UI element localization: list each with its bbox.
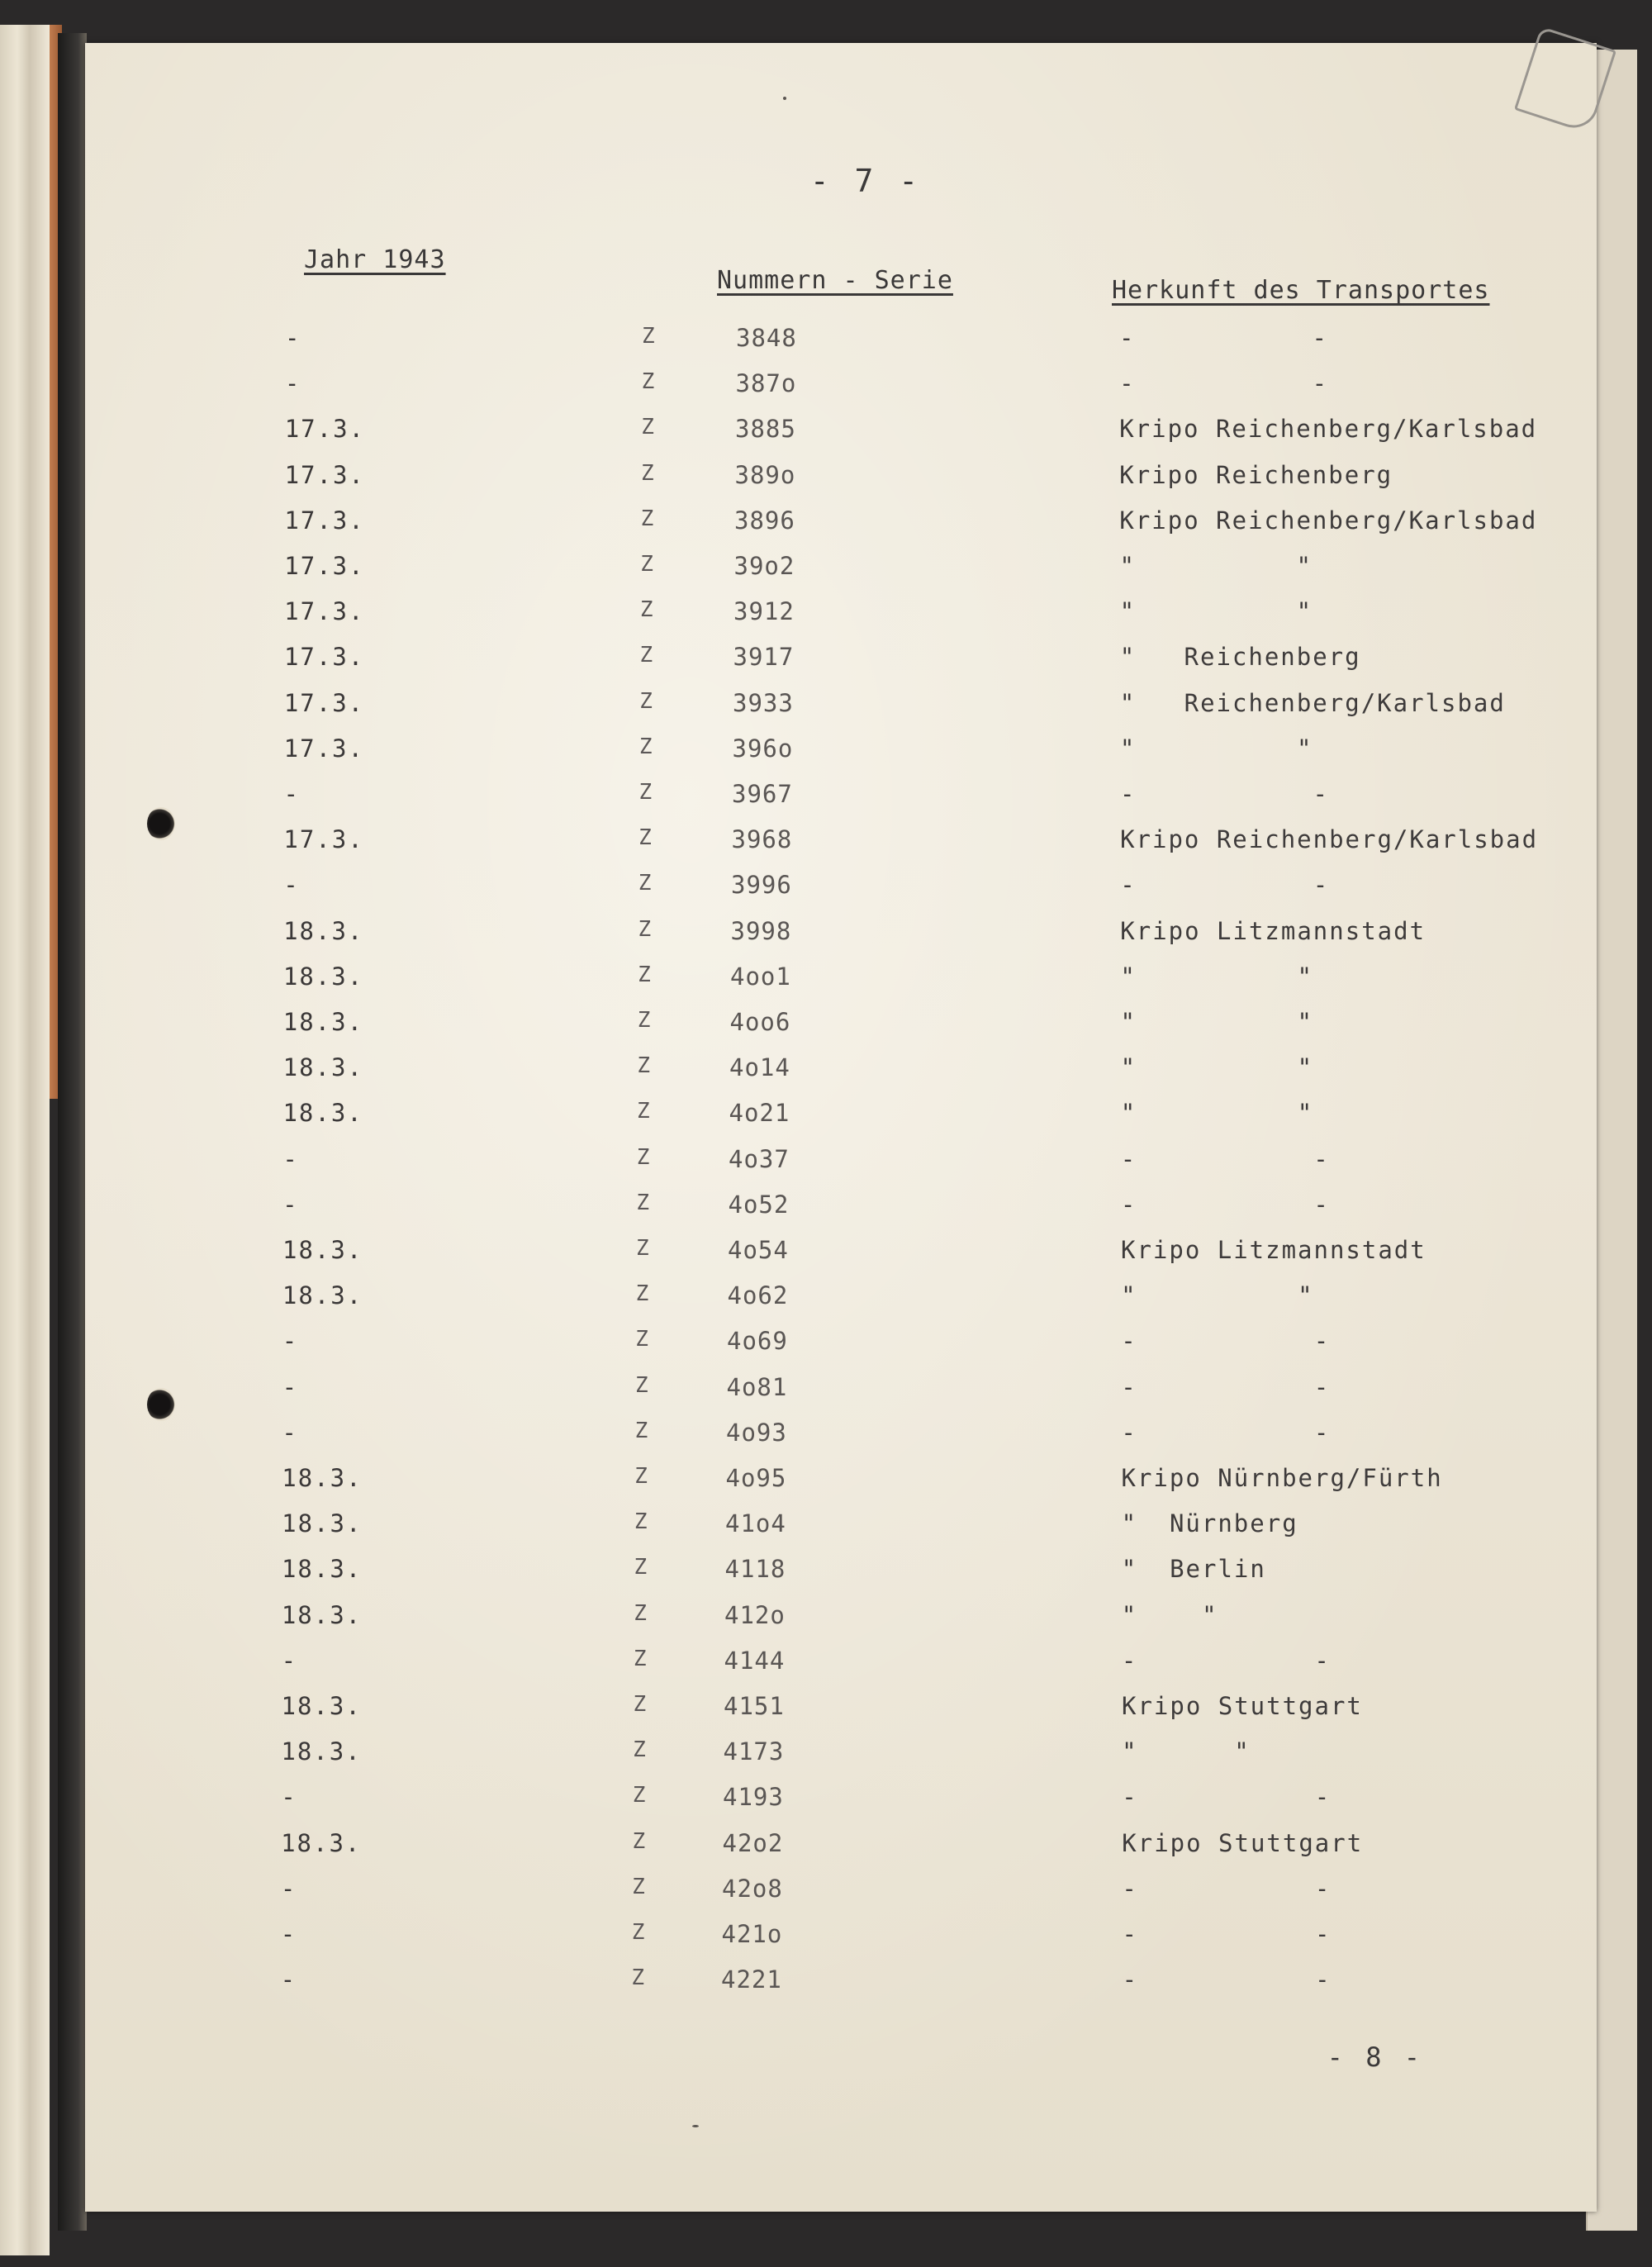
table-row bbox=[85, 1920, 1597, 1960]
row-date: - bbox=[280, 1965, 297, 1994]
row-date: 18.3. bbox=[281, 1692, 362, 1720]
row-z-marker: Z bbox=[633, 1737, 648, 1763]
row-z-marker: Z bbox=[634, 1464, 649, 1489]
table-row bbox=[85, 1281, 1597, 1321]
row-transport-origin: Kripo Stuttgart bbox=[1122, 1828, 1364, 1857]
table-row bbox=[85, 734, 1597, 774]
table-row bbox=[85, 1419, 1597, 1458]
table-row bbox=[85, 1464, 1597, 1504]
table-row bbox=[85, 917, 1597, 957]
table-row bbox=[85, 1965, 1597, 2005]
table-row bbox=[85, 461, 1597, 501]
row-date: 17.3. bbox=[284, 597, 365, 626]
row-series-number: 4144 bbox=[724, 1646, 786, 1675]
row-series-number: 3933 bbox=[733, 688, 794, 717]
binder-pages-edge bbox=[0, 25, 50, 2255]
row-series-number: 3885 bbox=[735, 415, 796, 444]
row-series-number: 412o bbox=[724, 1600, 786, 1629]
row-transport-origin: - - bbox=[1121, 1418, 1331, 1447]
row-z-marker: Z bbox=[634, 1418, 650, 1443]
row-z-marker: Z bbox=[633, 1646, 648, 1671]
table-row bbox=[85, 369, 1597, 409]
row-series-number: 4o93 bbox=[726, 1418, 787, 1447]
row-date: 17.3. bbox=[283, 643, 365, 672]
row-transport-origin: Kripo Reichenberg/Karlsbad bbox=[1120, 825, 1539, 854]
table-row bbox=[85, 1236, 1597, 1276]
row-date: 18.3. bbox=[282, 1053, 363, 1082]
row-series-number: 4173 bbox=[723, 1737, 785, 1766]
row-transport-origin: " Reichenberg bbox=[1119, 643, 1361, 672]
table-row bbox=[85, 1601, 1597, 1641]
row-date: - bbox=[282, 1327, 299, 1356]
table-row bbox=[85, 1783, 1597, 1823]
row-z-marker: Z bbox=[638, 916, 653, 942]
row-series-number: 4221 bbox=[721, 1965, 782, 1994]
row-series-number: 4o14 bbox=[729, 1053, 790, 1082]
row-transport-origin: - - bbox=[1122, 1783, 1332, 1812]
table-row bbox=[85, 689, 1597, 729]
row-series-number: 4o37 bbox=[729, 1144, 790, 1173]
row-date: - bbox=[285, 324, 301, 352]
row-series-number: 4151 bbox=[724, 1692, 785, 1720]
table-row bbox=[85, 1145, 1597, 1185]
row-z-marker: Z bbox=[632, 1783, 648, 1808]
row-z-marker: Z bbox=[636, 1190, 651, 1215]
table-row bbox=[85, 1829, 1597, 1869]
row-date: - bbox=[282, 1372, 299, 1401]
row-transport-origin: " " bbox=[1121, 1600, 1218, 1629]
table-row bbox=[85, 1008, 1597, 1048]
row-transport-origin: - - bbox=[1120, 1144, 1330, 1173]
row-z-marker: Z bbox=[638, 825, 653, 851]
row-z-marker: Z bbox=[637, 1099, 652, 1124]
row-z-marker: Z bbox=[637, 1053, 653, 1079]
row-date: 17.3. bbox=[284, 552, 365, 580]
row-date: - bbox=[281, 1783, 297, 1812]
row-z-marker: Z bbox=[635, 1281, 651, 1307]
table-row bbox=[85, 962, 1597, 1002]
row-series-number: 389o bbox=[734, 460, 796, 489]
next-page-marker: - 8 - bbox=[1327, 2041, 1423, 2073]
row-series-number: 4o52 bbox=[728, 1190, 790, 1219]
row-transport-origin: - - bbox=[1122, 1920, 1332, 1948]
row-series-number: 3998 bbox=[730, 916, 792, 945]
row-transport-origin: Kripo Reichenberg/Karlsbad bbox=[1119, 415, 1538, 444]
row-series-number: 3996 bbox=[731, 871, 792, 900]
row-date: - bbox=[280, 1920, 297, 1948]
row-z-marker: Z bbox=[638, 871, 653, 896]
row-series-number: 4oo6 bbox=[729, 1008, 791, 1036]
table-row bbox=[85, 1053, 1597, 1093]
row-date: - bbox=[281, 1646, 298, 1675]
row-z-marker: Z bbox=[632, 1828, 648, 1854]
row-transport-origin: " Nürnberg bbox=[1121, 1509, 1298, 1538]
row-series-number: 41o4 bbox=[725, 1509, 786, 1538]
row-date: 17.3. bbox=[283, 734, 364, 763]
table-row bbox=[85, 1099, 1597, 1138]
row-z-marker: Z bbox=[638, 734, 654, 759]
table-row bbox=[85, 780, 1597, 820]
row-series-number: 4193 bbox=[723, 1783, 784, 1812]
table-row bbox=[85, 1555, 1597, 1595]
row-z-marker: Z bbox=[633, 1692, 648, 1717]
row-series-number: 421o bbox=[721, 1920, 783, 1948]
row-series-number: 3912 bbox=[733, 597, 795, 626]
row-date: 18.3. bbox=[282, 1008, 364, 1036]
row-date: 17.3. bbox=[284, 460, 365, 489]
row-date: 17.3. bbox=[283, 825, 364, 854]
row-z-marker: Z bbox=[640, 460, 656, 486]
row-transport-origin: " Reichenberg/Karlsbad bbox=[1119, 688, 1506, 717]
table-row bbox=[85, 1373, 1597, 1413]
table-row bbox=[85, 324, 1597, 364]
row-transport-origin: - - bbox=[1120, 780, 1329, 808]
row-series-number: 4o81 bbox=[726, 1372, 788, 1401]
row-date: - bbox=[284, 369, 301, 398]
row-z-marker: Z bbox=[635, 1327, 650, 1352]
page-number: - 7 - bbox=[809, 163, 922, 199]
row-z-marker: Z bbox=[634, 1600, 648, 1626]
row-z-marker: Z bbox=[631, 1920, 647, 1945]
row-transport-origin: " " bbox=[1120, 1053, 1314, 1082]
row-z-marker: Z bbox=[642, 324, 657, 349]
table-row bbox=[85, 825, 1597, 865]
row-date: 18.3. bbox=[281, 1600, 363, 1629]
row-transport-origin: - - bbox=[1119, 369, 1329, 398]
row-series-number: 3968 bbox=[731, 825, 793, 854]
row-series-number: 387o bbox=[735, 369, 797, 398]
table-row bbox=[85, 1191, 1597, 1230]
row-date: 17.3. bbox=[283, 688, 365, 717]
row-transport-origin: " " bbox=[1120, 962, 1313, 991]
row-transport-origin: - - bbox=[1122, 1965, 1332, 1994]
row-z-marker: Z bbox=[634, 1555, 649, 1580]
row-transport-origin: Kripo Litzmannstadt bbox=[1121, 1236, 1427, 1264]
row-date: - bbox=[282, 1190, 299, 1219]
row-z-marker: Z bbox=[639, 688, 654, 714]
table-row bbox=[85, 552, 1597, 592]
ink-speck bbox=[692, 2125, 699, 2127]
row-z-marker: Z bbox=[631, 1965, 647, 1991]
header-year: Jahr 1943 bbox=[304, 245, 446, 274]
row-z-marker: Z bbox=[636, 1236, 651, 1261]
row-date: - bbox=[283, 780, 300, 808]
row-series-number: 42o2 bbox=[722, 1828, 784, 1857]
row-date: 18.3. bbox=[281, 1737, 362, 1766]
row-series-number: 4118 bbox=[724, 1555, 786, 1584]
row-date: 18.3. bbox=[282, 1099, 363, 1128]
row-transport-origin: Kripo Reichenberg/Karlsbad bbox=[1119, 506, 1538, 535]
row-z-marker: Z bbox=[641, 415, 656, 440]
row-z-marker: Z bbox=[641, 369, 657, 395]
row-date: 18.3. bbox=[283, 916, 364, 945]
row-series-number: 4oo1 bbox=[730, 962, 791, 991]
row-z-marker: Z bbox=[640, 552, 655, 577]
row-date: - bbox=[283, 871, 300, 900]
table-row bbox=[85, 1327, 1597, 1366]
row-z-marker: Z bbox=[637, 1008, 653, 1033]
table-row bbox=[85, 1875, 1597, 1914]
row-transport-origin: Kripo Litzmannstadt bbox=[1120, 916, 1427, 945]
row-z-marker: Z bbox=[636, 1144, 652, 1170]
row-series-number: 4o69 bbox=[727, 1327, 788, 1356]
table-row bbox=[85, 871, 1597, 910]
header-origin: Herkunft des Transportes bbox=[1112, 276, 1490, 305]
row-date: 17.3. bbox=[284, 415, 366, 444]
table-row bbox=[85, 597, 1597, 637]
row-z-marker: Z bbox=[638, 962, 653, 987]
row-series-number: 3896 bbox=[734, 506, 795, 535]
row-transport-origin: - - bbox=[1120, 871, 1330, 900]
row-series-number: 3967 bbox=[732, 780, 793, 808]
row-transport-origin: - - bbox=[1120, 1190, 1330, 1219]
row-series-number: 396o bbox=[732, 734, 794, 763]
row-transport-origin: " " bbox=[1122, 1737, 1251, 1766]
row-date: 18.3. bbox=[282, 1464, 363, 1492]
row-z-marker: Z bbox=[634, 1372, 650, 1398]
row-transport-origin: " Berlin bbox=[1121, 1555, 1266, 1584]
row-date: - bbox=[280, 1874, 297, 1903]
row-z-marker: Z bbox=[639, 643, 655, 668]
binder-shadow bbox=[58, 33, 87, 2231]
row-transport-origin: Kripo Stuttgart bbox=[1122, 1692, 1363, 1720]
row-date: 18.3. bbox=[281, 1555, 363, 1584]
row-series-number: 42o8 bbox=[722, 1874, 783, 1903]
row-transport-origin: " " bbox=[1121, 1281, 1314, 1310]
table-row bbox=[85, 1737, 1597, 1777]
row-series-number: 4o62 bbox=[727, 1281, 789, 1310]
row-z-marker: Z bbox=[632, 1874, 647, 1899]
row-date: - bbox=[282, 1144, 299, 1173]
row-series-number: 3848 bbox=[736, 324, 797, 352]
header-series: Nummern - Serie bbox=[717, 266, 953, 295]
row-date: - bbox=[282, 1418, 298, 1447]
row-date: 18.3. bbox=[282, 962, 364, 991]
row-series-number: 4o54 bbox=[728, 1236, 789, 1264]
row-transport-origin: - - bbox=[1121, 1327, 1331, 1356]
row-date: 18.3. bbox=[282, 1236, 363, 1264]
document-page bbox=[85, 43, 1597, 2212]
row-transport-origin: " " bbox=[1120, 1099, 1314, 1128]
row-date: 18.3. bbox=[281, 1828, 362, 1857]
row-transport-origin: " " bbox=[1119, 552, 1313, 580]
row-transport-origin: - - bbox=[1121, 1646, 1331, 1675]
row-series-number: 4o95 bbox=[725, 1464, 787, 1492]
row-series-number: 39o2 bbox=[733, 552, 795, 580]
row-z-marker: Z bbox=[639, 597, 655, 623]
table-row bbox=[85, 643, 1597, 682]
table-row bbox=[85, 415, 1597, 454]
table-row bbox=[85, 1692, 1597, 1732]
ink-speck bbox=[783, 97, 786, 100]
row-z-marker: Z bbox=[634, 1509, 649, 1535]
table-row bbox=[85, 1647, 1597, 1686]
row-date: 18.3. bbox=[282, 1509, 363, 1538]
row-z-marker: Z bbox=[640, 506, 656, 531]
table-row bbox=[85, 506, 1597, 546]
row-date: 18.3. bbox=[282, 1281, 363, 1310]
row-series-number: 3917 bbox=[733, 643, 795, 672]
row-date: 17.3. bbox=[284, 506, 365, 535]
table-row bbox=[85, 1509, 1597, 1549]
row-transport-origin: Kripo Nürnberg/Fürth bbox=[1121, 1464, 1443, 1492]
row-transport-origin: - - bbox=[1122, 1874, 1332, 1903]
row-transport-origin: - - bbox=[1121, 1372, 1331, 1401]
row-transport-origin: " " bbox=[1119, 597, 1313, 626]
row-transport-origin: " " bbox=[1120, 1008, 1314, 1036]
row-z-marker: Z bbox=[638, 780, 654, 805]
row-transport-origin: " " bbox=[1119, 734, 1313, 763]
row-transport-origin: - - bbox=[1119, 324, 1328, 352]
row-series-number: 4o21 bbox=[729, 1099, 790, 1128]
row-transport-origin: Kripo Reichenberg bbox=[1119, 460, 1393, 489]
